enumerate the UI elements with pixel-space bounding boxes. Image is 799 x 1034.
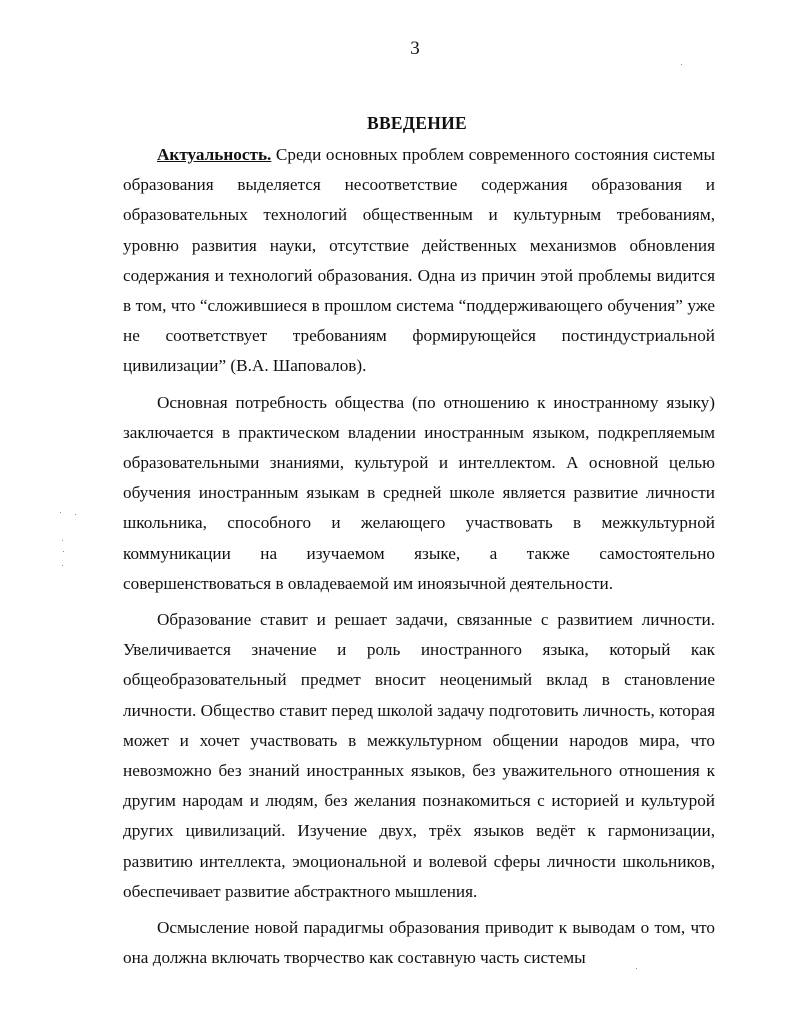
page-number: 3: [410, 38, 420, 59]
paragraph-new-paradigm: Осмысление новой парадигмы образования приводит к выводам о том, что она должна включать творчество как составную часть системы: [123, 918, 715, 968]
paragraph-education-tasks: Образование ставит и решает задачи, связанные с развитием личности. Увеличивается значение и роль иностранного языка, который как общеобразовательный предмет вносит неоценимый вклад в становление личности. Общество ставит перед школой задачу подготовить личность, которая может и хочет участвовать в межкультурном общении народов мира, что невозможно без знаний иностранных языков, без уважительного отношения к другим народам и людям, без желания познакомиться с историей и культурой других цивилизаций. Изучение двух, трёх языков ведёт к гармонизации, развитию интеллекта, эмоциональной и волевой сферы личности школьников, обеспечивает развитие абстрактного мышления.: [123, 610, 715, 901]
scan-speck: [62, 565, 63, 566]
document-body: [123, 140, 715, 973]
scan-speck: [62, 540, 63, 541]
scan-speck: [636, 968, 637, 969]
paragraph-relevance: [123, 140, 715, 382]
paragraph-lead: Актуальность.: [157, 145, 272, 164]
scan-speck: [75, 514, 76, 515]
paragraph-society-needs: Основная потребность общества (по отношению к иностранному языку) заключается в практическом владении иностранным языком, подкрепляемым образовательными знаниями, культурой и интеллектом. А основной целью обучения иностранным языкам в средней школе является развитие личности школьника, способного и желающего участвовать в межкультурной коммуникации на изучаемом языке, а также самостоятельно совершенствоваться в овладеваемой им иноязычной деятельности.: [123, 392, 715, 593]
paragraph-text: Среди основных проблем современного состояния системы образования выделяется несоответствие содержания образования и образовательных технологий общественным и культурным требованиям, уровню развития науки, отсутствие действенных механизмов обновления содержания и технологий образования. Одна из причин этой проблемы видится в том, что “сложившиеся в прошлом система “поддерживающего обучения” уже не соответствует требованиям формирующейся постиндустриальной цивилизации” (В.А. Шаповалов).: [123, 145, 715, 376]
section-title: ВВЕДЕНИЕ: [366, 113, 468, 133]
scan-speck: [63, 551, 64, 552]
scan-speck: [60, 512, 61, 513]
scan-speck: [681, 64, 682, 65]
